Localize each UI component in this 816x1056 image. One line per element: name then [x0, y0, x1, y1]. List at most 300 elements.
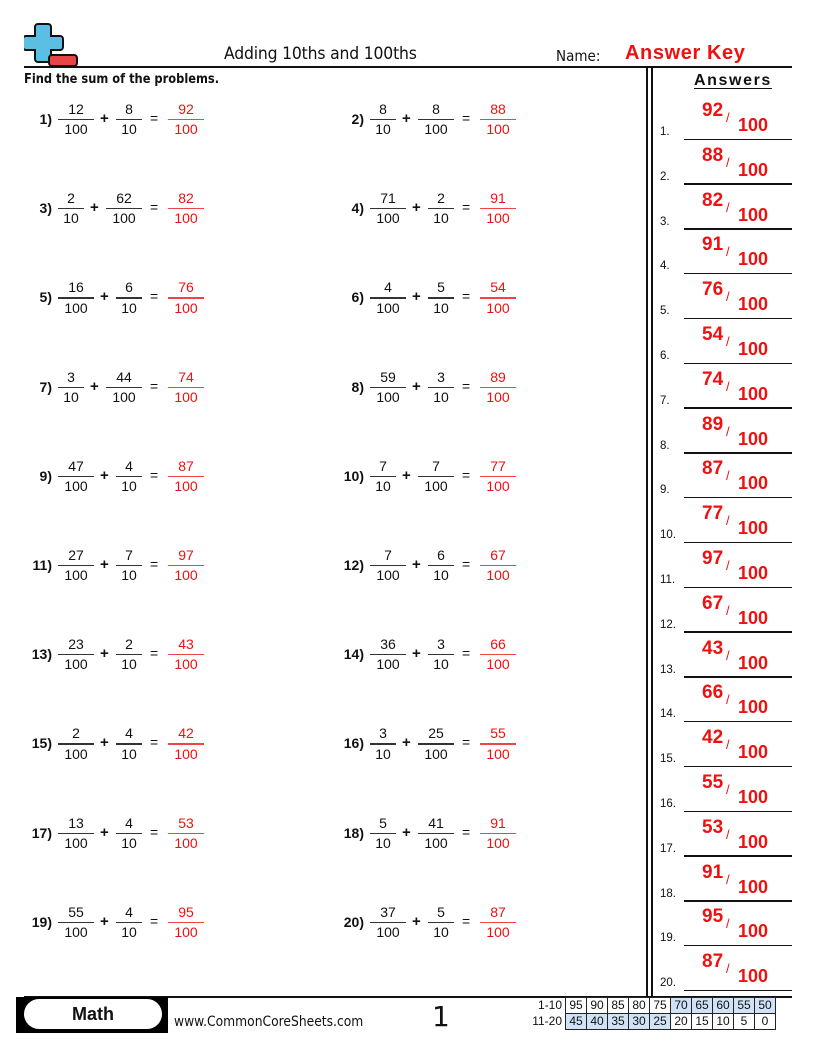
- answer-denominator: 100: [738, 607, 769, 628]
- answer-slash: /: [726, 423, 730, 439]
- fraction-bar: [370, 476, 396, 477]
- fraction-bar: [106, 208, 142, 209]
- answer-key-item: [660, 412, 792, 456]
- numerator: 7: [379, 457, 387, 474]
- answer-denominator: 100: [738, 563, 769, 583]
- answer-denominator: 100: [738, 876, 769, 897]
- answer-fraction: [168, 458, 204, 495]
- answer-key-item: [660, 591, 792, 635]
- answer-index: 18.: [660, 887, 676, 900]
- fraction-bar: [116, 654, 142, 655]
- fraction-bar: [58, 743, 94, 744]
- denominator: 10: [433, 567, 449, 584]
- answer-index: 19.: [660, 932, 676, 945]
- fraction-bar: [480, 297, 516, 298]
- answer-slash: /: [726, 199, 730, 215]
- numerator: 41: [428, 814, 444, 831]
- denominator: 100: [174, 478, 198, 495]
- problem-number: 10): [343, 467, 364, 484]
- numerator: 13: [68, 814, 84, 831]
- answer-key-item: [660, 277, 792, 321]
- numerator: 5: [437, 279, 445, 296]
- score-cell: 20: [671, 1014, 692, 1030]
- fraction-bar: [116, 119, 142, 120]
- equals-sign: =: [462, 466, 471, 483]
- addend-fraction: [428, 279, 454, 316]
- fraction-bar: [58, 565, 94, 566]
- fraction-bar: [168, 654, 204, 655]
- header-rule: [24, 66, 792, 68]
- fraction-bar: [480, 743, 516, 744]
- answer-slash: /: [726, 961, 730, 977]
- answer-slash: /: [726, 782, 730, 797]
- score-row: [528, 1014, 776, 1030]
- problem-item: [336, 369, 636, 419]
- answer-denominator: 100: [738, 115, 769, 135]
- numerator: 44: [116, 368, 132, 385]
- score-cell: 70: [671, 998, 692, 1014]
- fraction-bar: [418, 476, 454, 477]
- numerator: 82: [178, 190, 194, 207]
- denominator: 100: [174, 388, 198, 405]
- problem-item: [24, 815, 324, 865]
- denominator: 100: [174, 210, 198, 227]
- answer-index: 5.: [660, 305, 670, 318]
- problem-item: [24, 904, 324, 954]
- equals-sign: =: [462, 556, 471, 572]
- answer-denominator: 100: [738, 652, 769, 673]
- addend-fraction: [116, 636, 142, 673]
- answer-key-item: [660, 322, 792, 366]
- answer-slash: /: [726, 647, 730, 663]
- addend-fraction: [58, 369, 84, 406]
- fraction-bar: [58, 476, 94, 477]
- problem-item: [24, 190, 324, 240]
- fraction-bar: [370, 565, 406, 566]
- score-cell: 75: [650, 998, 671, 1014]
- numerator: 36: [380, 636, 396, 653]
- fraction-bar: [370, 387, 406, 388]
- fraction-bar: [370, 833, 396, 834]
- problem-number: 18): [343, 824, 364, 841]
- worksheet-title: Adding 10ths and 100ths: [224, 44, 417, 64]
- numerator: 4: [384, 279, 392, 296]
- denominator: 100: [486, 121, 510, 138]
- numerator: 27: [68, 547, 84, 563]
- subject-badge: [16, 997, 168, 1033]
- numerator: 43: [178, 636, 194, 653]
- fraction-bar: [418, 119, 454, 120]
- addend-fraction: [418, 458, 454, 495]
- answer-key-item: [660, 188, 792, 232]
- answer-fraction: [168, 190, 204, 227]
- fraction-bar: [116, 922, 142, 923]
- answer-index: 9.: [660, 484, 670, 497]
- score-table: [528, 997, 776, 1030]
- answer-index: 14.: [660, 708, 676, 721]
- answer-slash: /: [726, 468, 730, 484]
- answer-key-item: [660, 636, 792, 680]
- problem-item: [336, 725, 636, 775]
- numerator: 91: [490, 814, 506, 831]
- addend-fraction: [58, 279, 94, 316]
- score-cell: 80: [629, 998, 650, 1014]
- numerator: 47: [68, 457, 84, 474]
- equals-sign: =: [150, 645, 159, 662]
- answer-index: 10.: [660, 529, 676, 542]
- numerator: 91: [490, 190, 506, 207]
- denominator: 100: [174, 299, 198, 316]
- numerator: 4: [125, 725, 133, 742]
- fraction-bar: [480, 565, 516, 566]
- addend-fraction: [58, 547, 94, 584]
- score-row-label: 1-10: [537, 998, 562, 1012]
- answer-numerator: 97: [702, 548, 724, 569]
- answer-fraction: [480, 815, 516, 852]
- fraction-bar: [418, 743, 454, 744]
- denominator: 100: [486, 834, 510, 851]
- answers-title: Answers: [694, 72, 772, 89]
- numerator: 55: [68, 903, 84, 920]
- numerator: 74: [178, 368, 194, 385]
- problem-number: 6): [351, 289, 364, 306]
- numerator: 6: [437, 547, 445, 563]
- answer-index: 17.: [660, 842, 676, 855]
- answer-fraction: [168, 815, 204, 852]
- fraction-bar: [480, 476, 516, 477]
- denominator: 10: [433, 388, 449, 405]
- equals-sign: =: [462, 734, 471, 751]
- page-number: 1: [432, 1000, 450, 1033]
- score-cell: 55: [734, 998, 755, 1014]
- website-url: www.CommonCoreSheets.com: [174, 1014, 364, 1030]
- fraction-bar: [116, 476, 142, 477]
- fraction-bar: [418, 833, 454, 834]
- answer-fraction: [480, 190, 516, 227]
- equals-sign: =: [150, 199, 159, 216]
- fraction-bar: [480, 833, 516, 834]
- plus-sign: +: [90, 199, 99, 217]
- addend-fraction: [58, 190, 84, 227]
- answer-fraction: [168, 636, 204, 673]
- denominator: 100: [174, 567, 198, 584]
- score-cell: 5: [734, 1014, 755, 1030]
- denominator: 100: [174, 924, 198, 941]
- answer-index: 4.: [660, 260, 670, 273]
- plus-sign: +: [100, 466, 109, 484]
- numerator: 12: [68, 101, 84, 117]
- fraction-bar: [58, 208, 84, 209]
- fraction-bar: [428, 208, 454, 209]
- plus-sign: +: [412, 556, 421, 573]
- answer-denominator: 100: [738, 697, 769, 718]
- plus-sign: +: [100, 734, 109, 752]
- plus-sign: +: [100, 288, 109, 306]
- equals-sign: =: [462, 110, 471, 126]
- numerator: 25: [428, 725, 444, 742]
- answer-line: [684, 766, 792, 768]
- numerator: 2: [125, 636, 133, 653]
- answer-fraction: [480, 458, 516, 495]
- problem-item: [336, 279, 636, 329]
- score-cell: 25: [650, 1014, 671, 1030]
- answer-numerator: 82: [702, 189, 724, 211]
- answer-key-item: [660, 680, 792, 724]
- problem-number: 16): [343, 735, 364, 752]
- addend-fraction: [370, 279, 406, 316]
- fraction-bar: [116, 743, 142, 744]
- answer-key-item: [660, 456, 792, 500]
- denominator: 100: [424, 478, 448, 495]
- denominator: 100: [376, 388, 400, 405]
- answer-denominator: 100: [738, 204, 769, 225]
- problem-item: [336, 815, 636, 865]
- addend-fraction: [106, 369, 142, 406]
- answer-line: [684, 855, 792, 857]
- denominator: 100: [64, 924, 88, 941]
- addend-fraction: [418, 815, 454, 852]
- answer-line: [684, 721, 792, 723]
- numerator: 76: [178, 279, 194, 296]
- numerator: 95: [178, 903, 194, 920]
- numerator: 2: [437, 190, 445, 207]
- denominator: 100: [486, 210, 510, 227]
- denominator: 10: [121, 478, 137, 495]
- name-label: Name:: [556, 47, 601, 65]
- answer-slash: /: [726, 558, 730, 573]
- numerator: 77: [490, 457, 506, 474]
- numerator: 23: [68, 636, 84, 653]
- equals-sign: =: [150, 288, 159, 305]
- addend-fraction: [370, 547, 406, 584]
- numerator: 2: [67, 190, 75, 207]
- addend-fraction: [370, 458, 396, 495]
- plus-sign: +: [100, 110, 109, 127]
- equals-sign: =: [150, 823, 159, 840]
- answer-line: [684, 183, 792, 185]
- fraction-bar: [428, 297, 454, 298]
- equals-sign: =: [150, 556, 159, 572]
- plus-sign: +: [412, 912, 421, 930]
- denominator: 100: [174, 656, 198, 673]
- plus-sign: +: [402, 466, 411, 484]
- answer-numerator: 53: [702, 816, 724, 838]
- answer-denominator: 100: [738, 966, 769, 987]
- fraction-bar: [480, 922, 516, 923]
- fraction-bar: [480, 387, 516, 388]
- answer-slash: /: [726, 916, 730, 932]
- equals-sign: =: [150, 912, 159, 929]
- fraction-bar: [370, 208, 406, 209]
- addend-fraction: [58, 725, 94, 762]
- addend-fraction: [116, 101, 142, 138]
- fraction-bar: [58, 119, 94, 120]
- problem-item: [336, 190, 636, 240]
- answer-fraction: [480, 547, 516, 584]
- problem-item: [24, 636, 324, 686]
- numerator: 67: [490, 547, 506, 563]
- denominator: 10: [121, 121, 137, 138]
- denominator: 10: [121, 745, 137, 762]
- problem-item: [24, 547, 324, 597]
- equals-sign: =: [462, 912, 471, 929]
- equals-sign: =: [150, 110, 159, 126]
- score-cell: 0: [755, 1014, 776, 1030]
- addend-fraction: [58, 636, 94, 673]
- answer-index: 11.: [660, 574, 676, 586]
- answer-slash: /: [726, 737, 730, 753]
- score-cell: 45: [566, 1014, 587, 1030]
- answer-line: [684, 452, 792, 454]
- plus-sign: +: [90, 377, 99, 395]
- denominator: 10: [121, 834, 137, 851]
- denominator: 10: [121, 924, 137, 941]
- fraction-bar: [428, 565, 454, 566]
- answer-numerator: 95: [702, 906, 724, 928]
- numerator: 2: [72, 725, 80, 742]
- numerator: 3: [437, 368, 445, 385]
- denominator: 100: [174, 834, 198, 851]
- numerator: 8: [379, 101, 387, 117]
- answer-denominator: 100: [738, 249, 769, 270]
- answer-slash: /: [726, 334, 730, 349]
- answer-denominator: 100: [738, 518, 769, 539]
- numerator: 6: [125, 279, 133, 296]
- numerator: 5: [437, 903, 445, 920]
- answer-line: [684, 497, 792, 499]
- answer-line: [684, 228, 792, 230]
- answer-denominator: 100: [738, 831, 769, 852]
- fraction-bar: [428, 387, 454, 388]
- answer-key-item: [660, 904, 792, 948]
- denominator: 100: [64, 834, 88, 851]
- plus-sign: +: [402, 110, 411, 127]
- answer-slash: /: [726, 871, 730, 887]
- answer-line: [684, 273, 792, 275]
- addend-fraction: [418, 101, 454, 138]
- addend-fraction: [58, 458, 94, 495]
- answer-numerator: 43: [702, 637, 724, 659]
- plus-sign: +: [100, 912, 109, 930]
- numerator: 4: [125, 457, 133, 474]
- denominator: 100: [486, 924, 510, 941]
- answer-line: [684, 363, 792, 365]
- answer-index: 7.: [660, 394, 670, 407]
- answer-line: [684, 587, 792, 589]
- answer-index: 13.: [660, 663, 676, 676]
- answer-key-item: [660, 367, 792, 411]
- denominator: 100: [376, 924, 400, 941]
- denominator: 10: [375, 121, 391, 138]
- addend-fraction: [116, 904, 142, 941]
- problem-item: [24, 458, 324, 508]
- denominator: 10: [121, 299, 137, 316]
- numerator: 7: [384, 547, 392, 563]
- addend-fraction: [370, 904, 406, 941]
- answer-slash: /: [726, 154, 730, 170]
- equals-sign: =: [462, 288, 471, 305]
- answer-line: [684, 542, 792, 544]
- answer-numerator: 88: [702, 144, 724, 166]
- answer-index: 1.: [660, 126, 670, 138]
- denominator: 100: [64, 745, 88, 762]
- problem-item: [336, 904, 636, 954]
- answer-fraction: [168, 369, 204, 406]
- answer-numerator: 74: [702, 368, 724, 390]
- answer-fraction: [480, 279, 516, 316]
- answer-fraction: [480, 369, 516, 406]
- plus-sign: +: [402, 823, 411, 841]
- problem-number: 3): [39, 200, 52, 217]
- answer-index: 20.: [660, 977, 676, 990]
- denominator: 100: [64, 299, 88, 316]
- answer-line: [684, 990, 792, 992]
- answer-numerator: 87: [702, 458, 724, 480]
- addend-fraction: [428, 636, 454, 673]
- answer-key-item: [660, 815, 792, 859]
- answer-denominator: 100: [738, 473, 769, 494]
- answer-fraction: [168, 101, 204, 138]
- fraction-bar: [116, 833, 142, 834]
- answer-slash: /: [726, 513, 730, 529]
- denominator: 100: [112, 388, 136, 405]
- answer-key-item: [660, 98, 792, 142]
- problem-item: [24, 101, 324, 151]
- answer-numerator: 91: [702, 234, 724, 256]
- problem-number: 1): [39, 111, 52, 127]
- addend-fraction: [370, 636, 406, 673]
- equals-sign: =: [150, 734, 159, 751]
- fraction-bar: [428, 654, 454, 655]
- answer-slash: /: [726, 289, 730, 305]
- answer-line: [684, 631, 792, 633]
- plus-sign: +: [100, 645, 109, 663]
- name-value: Answer Key: [625, 42, 746, 64]
- addend-fraction: [370, 190, 406, 227]
- denominator: 100: [486, 478, 510, 495]
- answer-line: [684, 139, 792, 141]
- numerator: 55: [490, 725, 506, 742]
- plus-sign: +: [412, 377, 421, 395]
- addend-fraction: [370, 369, 406, 406]
- answer-fraction: [168, 725, 204, 762]
- fraction-bar: [58, 654, 94, 655]
- numerator: 88: [490, 101, 506, 117]
- score-cell: 50: [755, 998, 776, 1014]
- answer-numerator: 76: [702, 279, 724, 301]
- fraction-bar: [370, 119, 396, 120]
- addend-fraction: [58, 101, 94, 138]
- answer-key-item: [660, 143, 792, 187]
- addend-fraction: [428, 547, 454, 584]
- answer-slash: /: [726, 826, 730, 842]
- answer-numerator: 55: [702, 772, 724, 793]
- answer-slash: /: [726, 378, 730, 394]
- numerator: 3: [437, 636, 445, 653]
- answer-denominator: 100: [738, 159, 769, 180]
- problem-number: 4): [351, 200, 364, 217]
- plus-sign: +: [100, 823, 109, 841]
- answer-denominator: 100: [738, 383, 769, 404]
- answer-denominator: 100: [738, 787, 769, 807]
- score-cell: 60: [713, 998, 734, 1014]
- answer-index: 3.: [660, 215, 670, 228]
- problem-number: 9): [39, 467, 52, 484]
- score-cell: 40: [587, 1014, 608, 1030]
- answer-numerator: 91: [702, 861, 724, 883]
- problem-item: [336, 458, 636, 508]
- fraction-bar: [168, 119, 204, 120]
